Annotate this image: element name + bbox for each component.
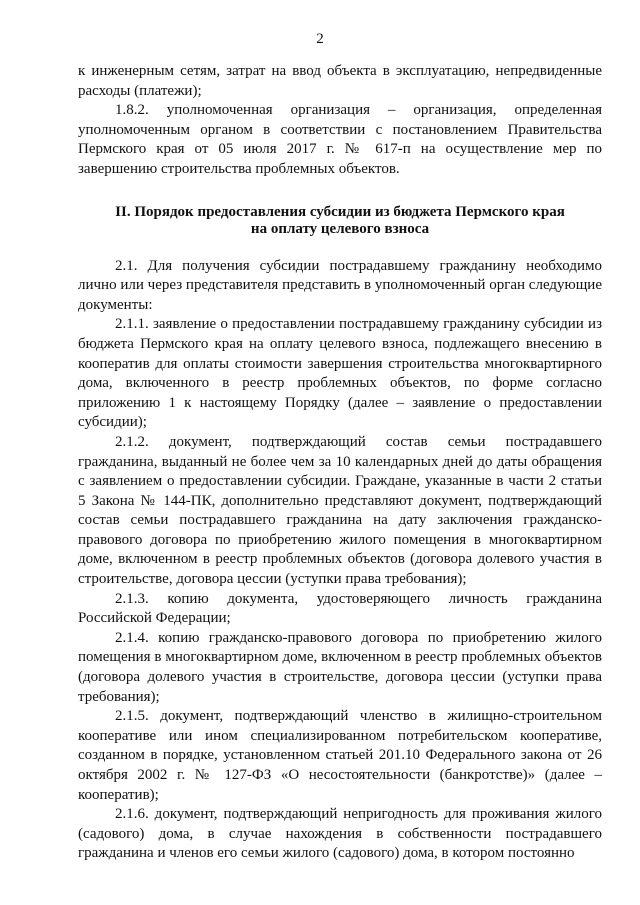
paragraph-2-1-1: 2.1.1. заявление о предоставлении пострадавшему гражданину субсидии из бюджета Пермского края на оплату целевого взноса, подлежащего внесению в кооператив для оплаты стоимости завершения строительства многоквартирного дома, включенного в реестр проблемных объектов, по форме согласно приложению 1 к настоящему Порядку (далее – заявление о предоставлении субсидии); [78,316,602,431]
document-body [78,62,602,864]
paragraph-2-1-2: 2.1.2. документ, подтверждающий состав семьи пострадавшего гражданина, выданный не более чем за 10 календарных дней до даты обращения с заявлением о предоставлении субсидии. Граждане, указанные в части 2 статьи 5 Закона № 144-ПК, дополнительно представляют документ, подтверждающий состав семьи пострадавшего гражданина на дату заключения гражданско-правового договора по приобретению жилого помещения в многоквартирном доме, включенном в реестр проблемных объектов (договора долевого участия в строительстве, договора цессии (уступки права требования); [78,433,602,588]
paragraph-2-1-3: 2.1.3. копию документа, удостоверяющего личность гражданина Российской Федерации; [78,590,602,627]
paragraph-2-1-6: 2.1.6. документ, подтверждающий непригодность для проживания жилого (садового) дома, в случае нахождения в собственности пострадавшего гражданина и членов его семьи жилого (садового) дома, в котором постоянно [78,806,602,862]
section-heading-line-1: II. Порядок предоставления субсидии из бюджета Пермского края [115,203,565,220]
paragraph-continuation: к инженерным сетям, затрат на ввод объекта в эксплуатацию, непредвиденные расходы (платежи); [78,63,602,99]
page-number: 2 [316,31,324,47]
paragraph-2-1-5: 2.1.5. документ, подтверждающий членство в жилищно-строительном кооперативе или ином специализированном потребительском кооперативе, созданном в порядке, установленном статьей 201.10 Федерального закона от 26 октября 2002 г. № 127-ФЗ «О несостоятельности (банкротстве)» (далее – кооператив); [78,708,602,803]
section-heading-line-2: на оплату целевого взноса [250,220,430,237]
paragraph-2-1-4: 2.1.4. копию гражданско-правового договора по приобретению жилого помещения в многоквартирном доме, включенном в реестр проблемных объектов (договора долевого участия в строительстве, договора цессии (уступки права требования); [78,629,602,705]
paragraph-2-1: 2.1. Для получения субсидии пострадавшему гражданину необходимо лично или через представителя представить в уполномоченный орган следующие документы: [78,257,602,313]
section-heading [78,204,602,238]
paragraph-1-8-2: 1.8.2. уполномоченная организация – организация, определенная уполномоченным органом в соответствии с постановлением Правительства Пермского края от 05 июля 2017 г. № 617-п на осуществление мер по завершению строительства проблемных объектов. [78,102,602,177]
